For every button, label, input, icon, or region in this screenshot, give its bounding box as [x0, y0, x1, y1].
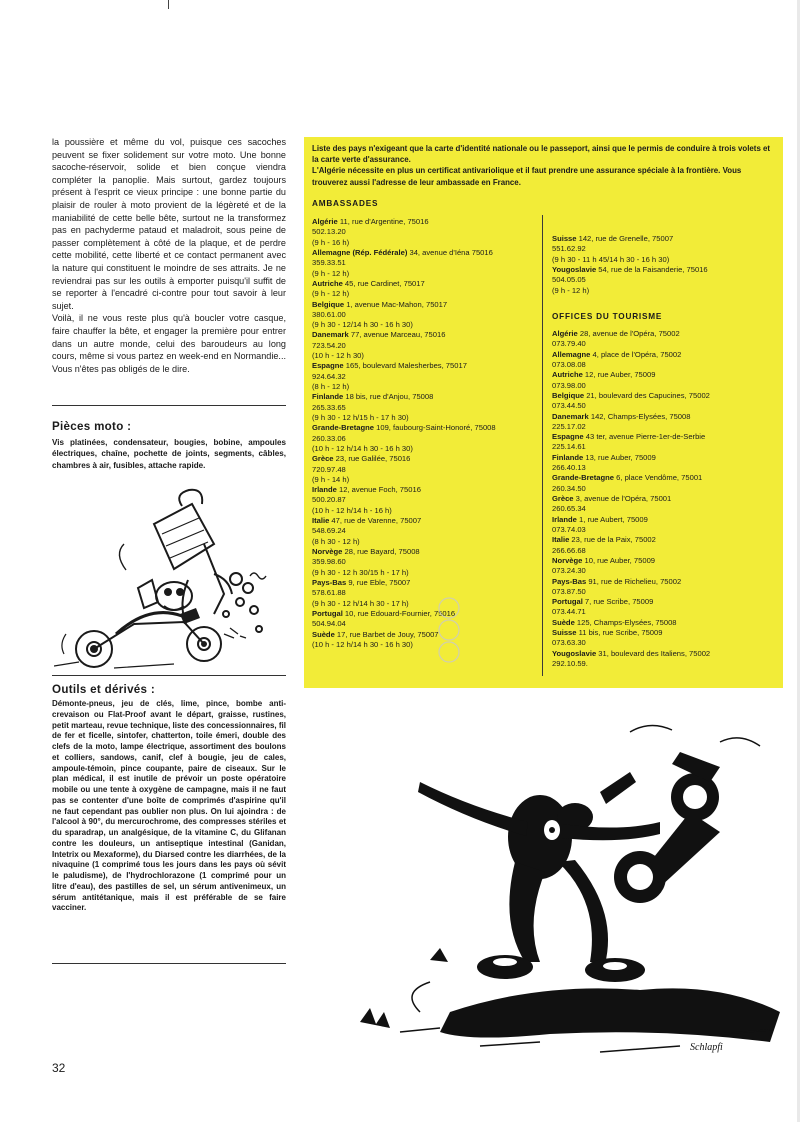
country-name: Suède [552, 617, 575, 627]
address: 28, avenue de l'Opéra, 75002 [577, 329, 680, 338]
contact-line: 260.34.50 [552, 483, 586, 493]
country-name: Algérie [552, 329, 578, 338]
country-name: Yougoslavie [552, 264, 597, 274]
directory-entry [552, 473, 778, 494]
contact-line: 073.44.50 [552, 401, 586, 411]
contact-line: 502.13.20 [312, 227, 346, 237]
country-name: Allemagne (Rép. Fédérale) [312, 247, 408, 257]
contact-line: (9 h - 12 h) [312, 268, 350, 278]
directory-entry [312, 423, 538, 454]
address: 23, rue Galilée, 75016 [333, 454, 411, 464]
address: 13, rue Auber, 75009 [583, 452, 656, 462]
address: 7, rue Scribe, 75009 [582, 597, 654, 607]
address: 9, rue Eble, 75007 [346, 577, 411, 587]
country-name: Suisse [552, 234, 577, 243]
directory-entry [312, 392, 538, 423]
contact-line: 073.87.50 [552, 586, 586, 596]
directory-entry [552, 234, 778, 265]
contact-line: 265.33.65 [312, 402, 346, 412]
address: 17, rue Barbet de Jouy, 75007 [334, 629, 439, 639]
address: 12, avenue Foch, 75016 [336, 485, 421, 495]
contact-line: (9 h - 14 h) [312, 474, 350, 484]
watermark-logo [418, 594, 480, 666]
contact-line: 551.62.92 [552, 244, 586, 254]
country-name: Norvège [552, 555, 583, 565]
contact-line: 359.98.60 [312, 557, 346, 567]
country-name: Algérie [312, 217, 338, 226]
directory-entry [312, 300, 538, 331]
contact-line: (9 h 30 - 11 h 45/14 h 30 - 16 h 30) [552, 254, 670, 264]
directory-entry [312, 516, 538, 547]
signature: Schlapfi [690, 1042, 723, 1053]
address: 21, boulevard des Capucines, 75002 [584, 390, 710, 400]
country-name: Italie [552, 535, 570, 545]
country-name: Pays-Bas [552, 576, 587, 586]
section-divider [52, 963, 286, 964]
contact-line: (9 h - 16 h) [312, 237, 350, 247]
country-name: Espagne [552, 432, 584, 442]
country-name: Grèce [552, 494, 574, 503]
directory-entry [552, 618, 778, 628]
directory-entry [552, 649, 778, 670]
intro-paragraph: la poussière et même du vol, puisque ces sacoches peuvent se fixer solidement sur votre moto. Une bonne sacoche-réservoir, solide et bien conçue viendra compléter la panoplie. Mais surtout, gardez toujours présent à l'esprit ce vieux principe : une bonne partie du plaisir de rouler à moto provient de la légèreté et de la maniabilité de cette belle bête, surtout ne la transformez pas en pachyderme pataud et maladroit, sous peine de passer complètement à côté de la plaque, et de perdre cette mobilité, cette liberté et ce contact permanent avec la nature qui constituent le moindre de ses attraits. Je ne reviendrai pas sur les outils à emporter puisqu'il suffit de se reporter à l'encadré ci-contre pour tout savoir à leur sujet. Voilà, il ne vous reste plus qu'à boucler votre casque, faire chauffer la bête, et engager la première pour entrer dans un autre monde, celui des baroudeurs au long cours, même si vous partez en week-end en Normandie... Vous n'êtes pas obligés de le dire. [52, 137, 286, 374]
address: 4, place de l'Opéra, 75002 [590, 349, 682, 359]
pieces-heading: Pièces moto : [52, 420, 132, 433]
contact-line: (10 h - 12 h/14 h 30 - 16 h 30) [312, 443, 413, 453]
directory-entry [552, 453, 778, 474]
address: 11, rue d'Argentine, 75016 [337, 217, 429, 226]
directory-entry [552, 515, 778, 536]
address: 77, avenue Marceau, 75016 [348, 330, 446, 340]
address: 43 ter, avenue Pierre-1er-de-Serbie [583, 432, 706, 442]
contact-line: 578.61.88 [312, 588, 346, 598]
country-name: Espagne [312, 361, 344, 371]
contact-line: (8 h - 12 h) [312, 382, 350, 391]
address: 1, rue Aubert, 75009 [576, 514, 648, 524]
directory-entry [312, 217, 538, 248]
address: 31, boulevard des Italiens, 75002 [596, 648, 711, 658]
contact-line: (8 h 30 - 12 h) [312, 536, 360, 546]
address: 34, avenue d'Iéna 75016 [407, 247, 493, 257]
country-name: Autriche [312, 278, 343, 288]
contact-line: 225.14.61 [552, 442, 586, 452]
country-name: Autriche [552, 370, 583, 380]
country-name: Grande-Bretagne [312, 423, 375, 433]
directory-entry [552, 535, 778, 556]
contact-line: 260.65.34 [552, 504, 586, 514]
outils-list: Démonte-pneus, jeu de clés, lime, pince, bombe anti-crevaison ou Flat-Proof avant le départ, graisse, rustines, petit marteau, revue technique, liste des concessionnaires, fil de fer et ficelle, sintofer, chatterton, toile émeri, double des clefs de la moto, lampe électrique, assortiment des boulons et colliers, sandows, canif, clef à bougie, jeu de cales, ampoule-témoin, pince coupante, paire de ciseaux. Sur le plan médical, il est inutile de prévoir un poste opératoire mobile ou une tente à oxygène de campagne, mais il ne faut pas se contenter d'une boîte de comprimés d'aspirine qu'il ne faut cependant pas oublier non plus. On lui ajoindra : de l'alcool à 90°, du mercurochrome, des compresses stériles et du sparadrap, un analgésique, de la vitamine C, du Glifanan contre les douleurs, un antiseptique intestinal (Ganidan, Intetrix ou Mexaforme), du Diarsed contre les diarrhées, de la nivaquine (1 comprimé tous les jours dans les pays où sévit le paludisme), de l'hydrochlorazone (1 comprimé pour un litre d'eau), des pastilles de sel, un sérum antivenimeux, un sérum antitétanique, mais il est préférable de se faire vacciner. [52, 699, 286, 913]
contact-line: 073.08.08 [552, 359, 586, 369]
directory-entry [312, 330, 538, 361]
contact-line: (10 h - 12 h 30) [312, 351, 364, 361]
contact-line: 266.40.13 [552, 463, 586, 473]
address: 23, rue de la Paix, 75002 [569, 535, 656, 545]
contact-line: (9 h - 12 h) [312, 289, 350, 299]
contact-line: 073.98.00 [552, 380, 586, 390]
contact-line: 924.64.32 [312, 371, 346, 381]
address: 125, Champs-Elysées, 75008 [574, 617, 677, 627]
contact-line: (9 h 30 - 12/14 h 30 - 16 h 30) [312, 320, 413, 330]
contact-line: 266.66.68 [552, 545, 586, 555]
contact-line: (9 h - 12 h) [552, 285, 590, 295]
contact-line: (10 h - 12 h/14 h - 16 h) [312, 505, 392, 515]
page-number: 32 [52, 1061, 66, 1075]
country-name: Finlande [312, 392, 344, 402]
country-name: Yougoslavie [552, 648, 597, 658]
directory-entry [312, 361, 538, 392]
ambassades-left-list [312, 217, 538, 650]
contact-line: 723.54.20 [312, 340, 346, 350]
country-name: Portugal [312, 608, 343, 618]
offices-list [552, 329, 778, 669]
directory-entry [552, 370, 778, 391]
address: 3, avenue de l'Opéra, 75001 [573, 494, 672, 503]
top-crop-mark [168, 0, 169, 9]
contact-line: 292.10.59. [552, 659, 588, 668]
directory-entry [552, 556, 778, 577]
directory-entry [552, 329, 778, 350]
country-name: Suisse [552, 628, 577, 638]
contact-line: 073.63.30 [552, 638, 586, 648]
directory-entry [552, 265, 778, 296]
directory-entry [312, 248, 538, 279]
directory-entry [552, 391, 778, 412]
address: 11 bis, rue Scribe, 75009 [576, 628, 663, 638]
directory-entry [312, 547, 538, 578]
country-name: Danemark [312, 330, 349, 340]
contact-line: 548.69.24 [312, 526, 346, 536]
offices-heading: OFFICES DU TOURISME [552, 312, 663, 321]
contact-line: 359.33.51 [312, 258, 346, 268]
country-name: Finlande [552, 452, 584, 462]
directory-entry [552, 597, 778, 618]
country-name: Allemagne [552, 349, 591, 359]
directory-entry [552, 494, 778, 515]
column-divider [542, 215, 543, 676]
contact-line: 073.44.71 [552, 607, 586, 617]
address: 12, rue Auber, 75009 [582, 370, 656, 380]
contact-line: (9 h 30 - 12 h/15 h - 17 h 30) [312, 412, 409, 422]
contact-line: 073.24.30 [552, 566, 586, 576]
address: 1, avenue Mac-Mahon, 75017 [344, 299, 448, 309]
directory-entry [552, 412, 778, 433]
rider-illustration [54, 484, 286, 674]
directory-entry [552, 628, 778, 649]
box-intro-text: Liste des pays n'exigeant que la carte d'identité nationale ou le passeport, ainsi que le permis de conduire à trois volets et la carte verte d'assurance. L'Algérie nécessite en plus un certificat antivariolique et il faut prendre une assurance spéciale à la frontière. Vous trouverez aussi l'adresse de leur ambassade en France. [312, 144, 771, 187]
address: 10, rue Auber, 75009 [582, 555, 656, 565]
pieces-list: Vis platinées, condensateur, bougies, bobine, ampoules électriques, chaîne, pochette de joints, segments, câbles, chambres à air, fusibles, attache rapide. [52, 438, 286, 470]
contact-line: 720.97.48 [312, 464, 346, 474]
contact-line: (9 h 30 - 12 h 30/15 h - 17 h) [312, 567, 409, 577]
country-name: Danemark [552, 411, 589, 421]
address: 45, rue Cardinet, 75017 [342, 278, 425, 288]
contact-line: (10 h - 12 h/14 h 30 - 16 h 30) [312, 639, 413, 649]
country-name: Norvège [312, 547, 343, 556]
contact-line: 504.05.05 [552, 275, 586, 285]
contact-line: (9 h 30 - 12 h/14 h 30 - 17 h) [312, 598, 409, 608]
contact-line: 500.20.87 [312, 495, 346, 505]
contact-line: 380.61.00 [312, 309, 346, 319]
country-name: Portugal [552, 597, 583, 607]
address: 10, rue Edouard-Fournier, 75016 [342, 608, 456, 618]
country-name: Irlande [552, 514, 577, 524]
address: 28, rue Bayard, 75008 [342, 547, 420, 556]
country-name: Italie [312, 516, 330, 526]
directory-entry [312, 485, 538, 516]
ambassades-right-list [552, 234, 778, 296]
contact-line: 073.74.03 [552, 524, 586, 534]
country-name: Belgique [552, 390, 585, 400]
country-name: Grèce [312, 454, 334, 464]
address: 142, rue de Grenelle, 75007 [576, 234, 674, 243]
address: 142, Champs-Elysées, 75008 [588, 411, 691, 421]
address: 47, rue de Varenne, 75007 [329, 516, 422, 526]
contact-line: 073.79.40 [552, 339, 586, 349]
ambassades-heading: AMBASSADES [312, 199, 379, 208]
address: 165, boulevard Malesherbes, 75017 [343, 361, 467, 371]
character-motorbike-illustration [300, 712, 794, 1066]
section-divider [52, 675, 286, 676]
directory-entry [552, 432, 778, 453]
country-name: Grande-Bretagne [552, 473, 615, 483]
page-edge-shadow [797, 0, 800, 1122]
country-name: Irlande [312, 485, 337, 495]
address: 91, rue de Richelieu, 75002 [586, 576, 682, 586]
directory-entry [552, 577, 778, 598]
contact-line: 504.94.04 [312, 619, 346, 629]
contact-line: 225.17.02 [552, 421, 586, 431]
contact-line: 260.33.06 [312, 433, 346, 443]
outils-heading: Outils et dérivés : [52, 683, 155, 696]
country-name: Suède [312, 629, 335, 639]
directory-entry [312, 454, 538, 485]
embassy-info-box [304, 137, 783, 688]
address: 109, faubourg-Saint-Honoré, 75008 [374, 423, 496, 433]
section-divider [52, 405, 286, 406]
directory-entry [552, 350, 778, 371]
country-name: Belgique [312, 299, 345, 309]
address: 6, place Vendôme, 75001 [614, 473, 703, 483]
address: 18 bis, rue d'Anjou, 75008 [343, 392, 434, 402]
address: 54, rue de la Faisanderie, 75016 [596, 264, 708, 274]
directory-entry [312, 279, 538, 300]
country-name: Pays-Bas [312, 577, 347, 587]
